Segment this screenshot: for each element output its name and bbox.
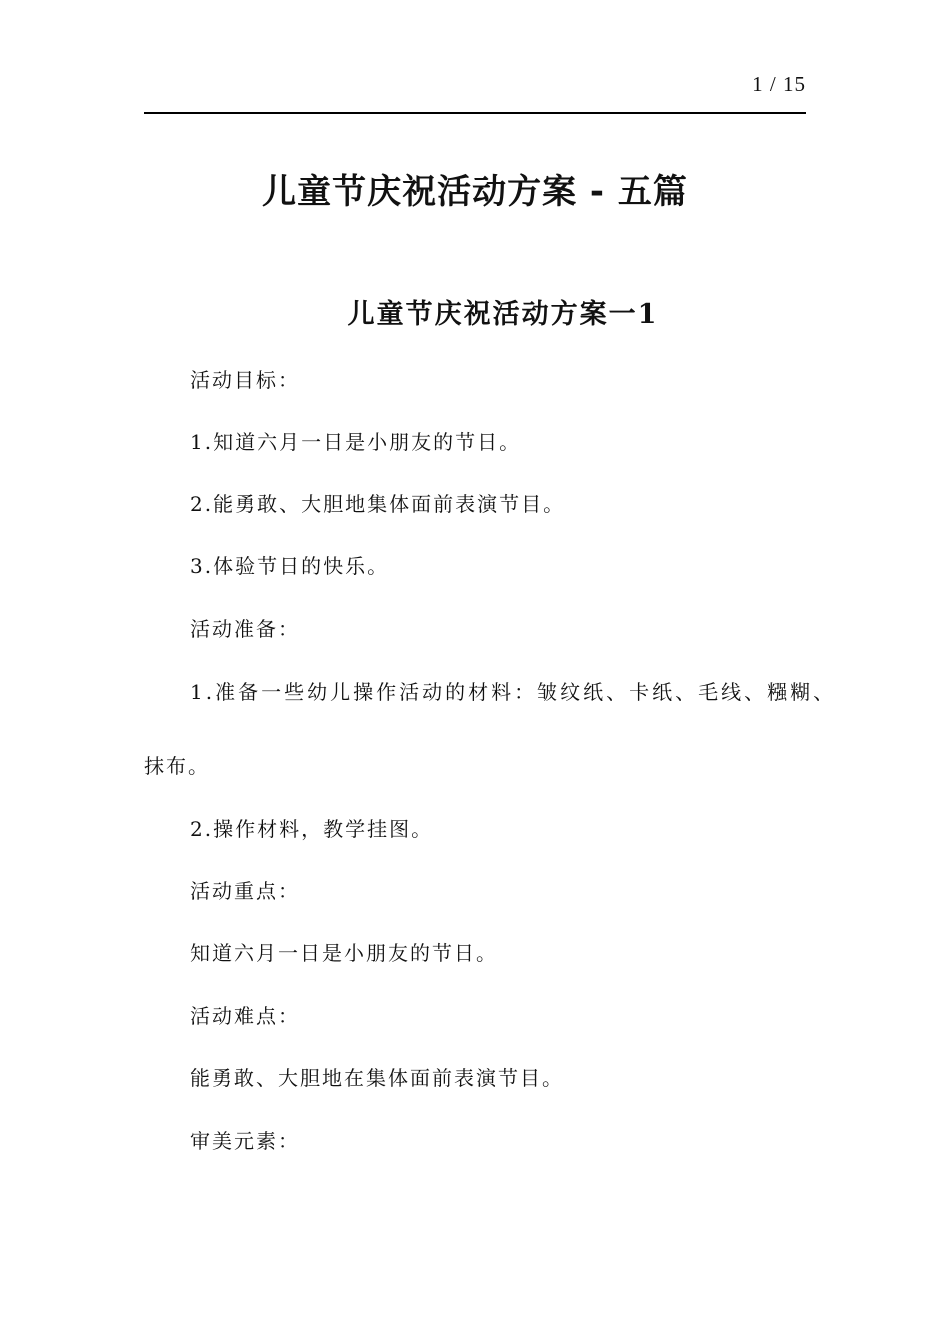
section-title: 儿童节庆祝活动方案一1 <box>347 299 659 330</box>
page-number: 1 / 15 <box>752 72 806 96</box>
paragraph-goal-1: 1.知道六月一日是小朋友的节日。 <box>190 430 522 454</box>
page-header <box>144 60 806 114</box>
paragraph-preparation-1: 1.准备一些幼儿操作活动的材料：皱纹纸、卡纸、毛线、糨糊、 <box>190 680 837 704</box>
paragraph-goals-heading: 活动目标： <box>190 368 300 392</box>
paragraph-goal-2: 2.能勇敢、大胆地集体面前表演节目。 <box>190 492 566 516</box>
paragraph-preparation-1-cont: 抹布。 <box>144 754 210 778</box>
paragraph-goal-3: 3.体验节日的快乐。 <box>190 554 390 578</box>
paragraph-key-point: 知道六月一日是小朋友的节日。 <box>190 941 498 965</box>
document-title: 儿童节庆祝活动方案 - 五篇 <box>262 172 688 212</box>
paragraph-preparation-2: 2.操作材料，教学挂图。 <box>190 817 434 841</box>
paragraph-key-point-heading: 活动重点： <box>190 879 300 903</box>
paragraph-difficulty-heading: 活动难点： <box>190 1004 300 1028</box>
paragraph-difficulty: 能勇敢、大胆地在集体面前表演节目。 <box>190 1066 564 1090</box>
paragraph-aesthetic-heading: 审美元素： <box>190 1129 300 1153</box>
paragraph-preparation-heading: 活动准备： <box>190 617 300 641</box>
